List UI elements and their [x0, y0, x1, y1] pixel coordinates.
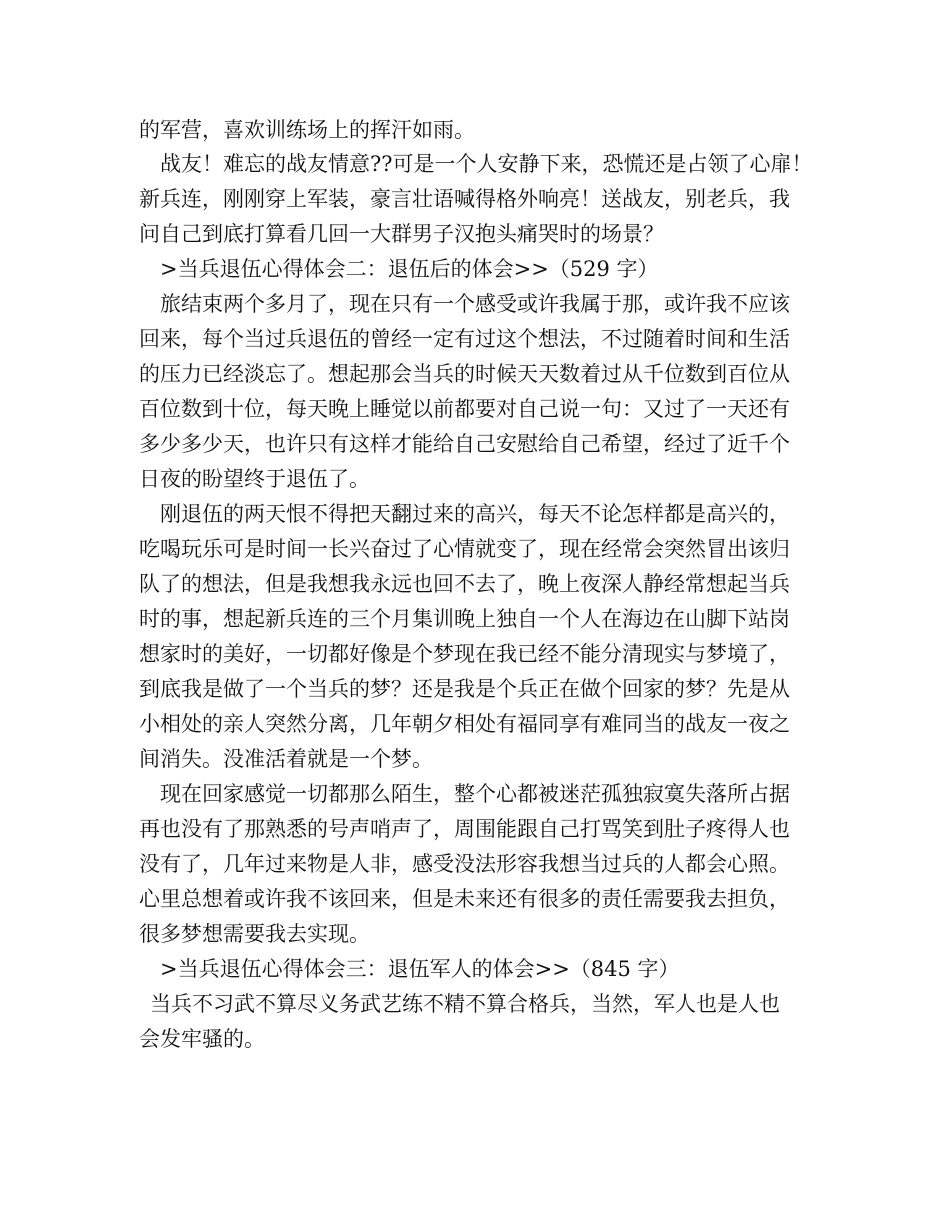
text-line: 多少多少天，也许只有这样才能给自己安慰给自己希望，经过了近千个	[139, 432, 790, 456]
text-line: 新兵连，刚刚穿上军装，豪言壮语喊得格外响亮！送战友，别老兵，我	[139, 187, 790, 211]
text-line: 刚退伍的两天恨不得把天翻过来的高兴，每天不论怎样都是高兴的，	[160, 502, 790, 526]
text-line: 百位数到十位，每天晚上睡觉以前都要对自己说一句：又过了一天还有	[139, 397, 790, 421]
text-line: 旅结束两个多月了，现在只有一个感受或许我属于那，或许我不应该	[160, 292, 790, 316]
text-line: 小相处的亲人突然分离，几年朝夕相处有福同享有难同当的战友一夜之	[139, 712, 790, 736]
text-line: 队了的想法，但是我想我永远也回不去了，晚上夜深人静经常想起当兵	[139, 572, 790, 596]
text-line: 当兵不习武不算尽义务武艺练不精不算合格兵，当然，军人也是人也	[150, 992, 780, 1016]
text-line: 时的事，想起新兵连的三个月集训晚上独自一个人在海边在山脚下站岗	[139, 607, 790, 631]
text-line: 战友！难忘的战友情意??可是一个人安静下来，恐慌还是占领了心扉！	[160, 152, 813, 176]
text-line: 会发牢骚的。	[139, 1027, 265, 1051]
section-heading: >当兵退伍心得体会二：退伍后的体会>>（529 字）	[160, 257, 659, 281]
text-line: 日夜的盼望终于退伍了。	[139, 467, 370, 491]
text-line: 心里总想着或许我不该回来，但是未来还有很多的责任需要我去担负，	[139, 887, 790, 911]
text-line: 间消失。没准活着就是一个梦。	[139, 747, 433, 771]
text-line: 的压力已经淡忘了。想起那会当兵的时候天天数着过从千位数到百位从	[139, 362, 790, 386]
section-heading: >当兵退伍心得体会三：退伍军人的体会>>（845 字）	[160, 957, 680, 981]
text-line: 问自己到底打算看几回一大群男子汉抱头痛哭时的场景？	[139, 222, 664, 246]
text-line: 现在回家感觉一切都那么陌生，整个心都被迷茫孤独寂寞失落所占据	[160, 782, 790, 806]
text-line: 想家时的美好，一切都好像是个梦现在我已经不能分清现实与梦境了，	[139, 642, 790, 666]
text-line: 回来，每个当过兵退伍的曾经一定有过这个想法，不过随着时间和生活	[139, 327, 790, 351]
text-line: 很多梦想需要我去实现。	[139, 922, 370, 946]
text-line: 没有了，几年过来物是人非，感受没法形容我想当过兵的人都会心照。	[139, 852, 790, 876]
text-line: 再也没有了那熟悉的号声哨声了，周围能跟自己打骂笑到肚子疼得人也	[139, 817, 790, 841]
text-line: 的军营，喜欢训练场上的挥汗如雨。	[139, 118, 475, 142]
text-line: 吃喝玩乐可是时间一长兴奋过了心情就变了，现在经常会突然冒出该归	[139, 537, 790, 561]
text-line: 到底我是做了一个当兵的梦？还是我是个兵正在做个回家的梦？先是从	[139, 677, 790, 701]
